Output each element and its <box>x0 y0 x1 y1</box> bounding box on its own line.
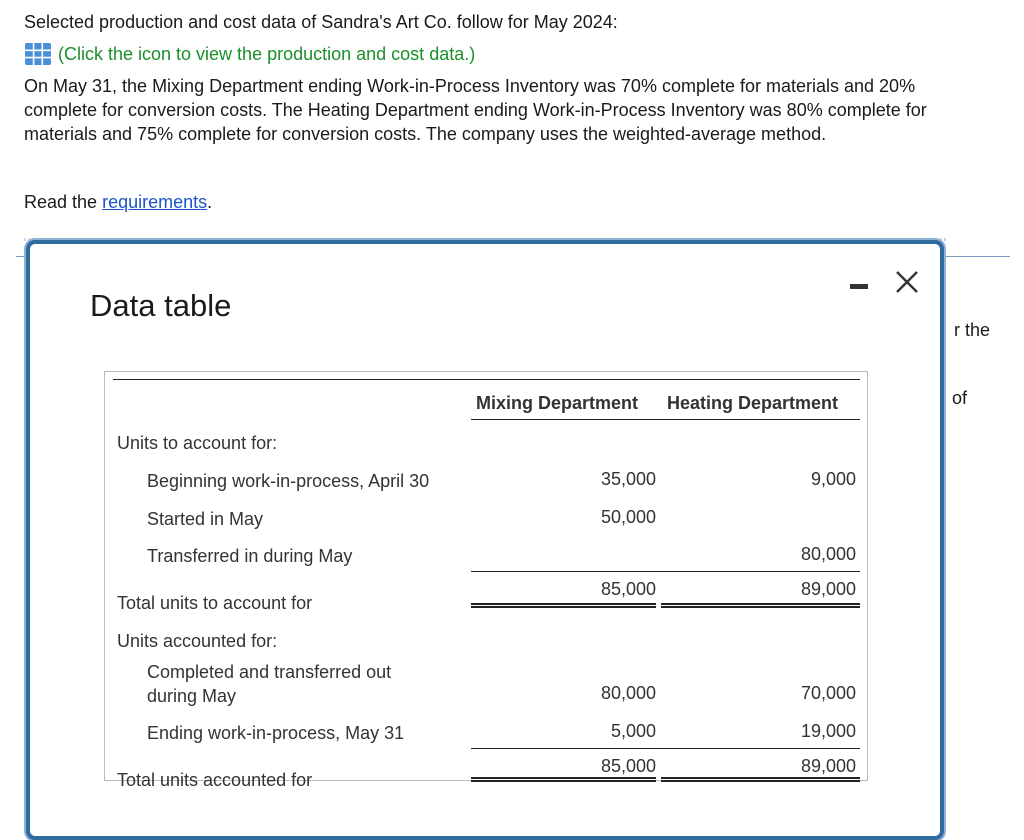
header-underline <box>471 419 860 420</box>
total-label: Total units accounted for <box>117 770 313 790</box>
minimize-icon[interactable] <box>850 284 868 289</box>
read-requirements-row <box>24 190 212 214</box>
view-data-link[interactable]: (Click the icon to view the production and cost data.) <box>58 44 476 64</box>
requirements-link[interactable]: requirements <box>102 192 208 212</box>
row-label: Beginning work-in-process, April 30 <box>147 471 430 491</box>
header-mixing-department: Mixing Department <box>476 393 639 413</box>
heating-value: 9,000 <box>810 469 856 489</box>
row-label: Transferred in during May <box>147 546 353 566</box>
row-label: Completed and transferred out during May <box>147 662 392 706</box>
close-icon[interactable] <box>893 268 921 296</box>
mixing-value: 5,000 <box>610 721 656 741</box>
row-label: Started in May <box>147 509 264 529</box>
double-rule <box>471 603 656 608</box>
intro-line: Selected production and cost data of Sandra's Art Co. follow for May 2024: <box>24 12 618 32</box>
heating-value: 80,000 <box>800 544 856 564</box>
subtotal-rule <box>471 571 860 572</box>
data-table-dialog <box>26 240 944 840</box>
read-prefix: Read the <box>24 192 98 212</box>
double-rule <box>471 777 656 782</box>
background-text-fragment: r the <box>954 320 991 340</box>
units-data-table <box>104 371 868 790</box>
heating-value: 70,000 <box>800 683 856 703</box>
heating-value: 19,000 <box>800 721 856 741</box>
heating-total: 89,000 <box>800 756 856 776</box>
section-units-accounted-for: Units accounted for: <box>117 631 278 651</box>
mixing-total: 85,000 <box>600 756 656 776</box>
table-grid-icon[interactable] <box>24 42 52 66</box>
row-label: Ending work-in-process, May 31 <box>147 723 405 743</box>
section-units-to-account-for: Units to account for: <box>117 433 278 453</box>
problem-paragraph: On May 31, the Mixing Department ending Work-in-Process Inventory was 70% complete for materials and 20% complete for conversion costs. The Heating Department ending Work-in-Process Inventory was 80% complete for materials and 75% complete for conversion costs. The company uses the weighted-average method. <box>24 76 927 144</box>
mixing-value: 50,000 <box>600 507 656 527</box>
heating-total: 89,000 <box>800 579 856 599</box>
subtotal-rule <box>471 748 860 749</box>
double-rule <box>661 777 860 782</box>
total-label: Total units to account for <box>117 593 313 613</box>
double-rule <box>661 603 860 608</box>
mixing-total: 85,000 <box>600 579 656 599</box>
dialog-title: Data table <box>90 288 232 323</box>
mixing-value: 80,000 <box>600 683 656 703</box>
mixing-value: 35,000 <box>600 469 656 489</box>
data-link-row[interactable] <box>24 42 475 66</box>
header-heating-department: Heating Department <box>667 393 839 413</box>
background-text-fragment: of <box>952 388 968 408</box>
read-suffix: . <box>207 192 213 212</box>
table-top-rule <box>113 379 860 380</box>
